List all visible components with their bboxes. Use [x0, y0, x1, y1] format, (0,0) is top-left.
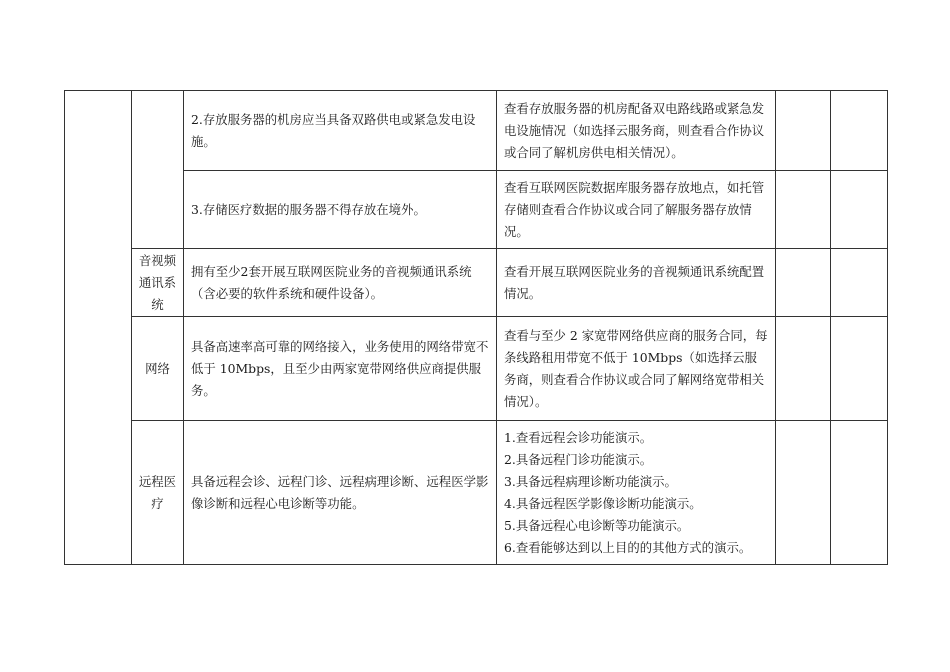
- method-text: 查看开展互联网医院业务的音视频通讯系统配置情况。: [504, 263, 765, 301]
- requirement-cell: [184, 421, 497, 565]
- remark-cell: [831, 249, 888, 317]
- category-cell: 远程医疗: [132, 421, 184, 565]
- method-cell: [497, 91, 776, 171]
- category-cell: 网络: [132, 317, 184, 421]
- method-list-item: 4.具备远程医学影像诊断功能演示。: [504, 495, 702, 511]
- table-row: [65, 421, 888, 565]
- table-row: [65, 317, 888, 421]
- requirement-text: 具备远程会诊、远程门诊、远程病理诊断、远程医学影像诊断和远程心电诊断等功能。: [191, 473, 489, 511]
- requirement-cell: [184, 91, 497, 171]
- remark-cell: [831, 421, 888, 565]
- requirement-cell: [184, 249, 497, 317]
- category-cell: 音视频通讯系统: [132, 249, 184, 317]
- method-cell: [497, 421, 776, 565]
- evaluation-table: [64, 90, 888, 565]
- category-cell: [132, 91, 184, 249]
- method-cell: [497, 317, 776, 421]
- requirement-cell: [184, 171, 497, 249]
- requirement-text: 2.存放服务器的机房应当具备双路供电或紧急发电设施。: [191, 111, 476, 149]
- method-text: 查看与至少 2 家宽带网络供应商的服务合同，每条线路租用带宽不低于 10Mbps（如选择云服务商，则查看合作协议或合同了解网络宽带相关情况）。: [504, 327, 768, 409]
- result-cell: [776, 317, 831, 421]
- outer-category-cell: [65, 91, 132, 565]
- remark-cell: [831, 171, 888, 249]
- table-row: [65, 171, 888, 249]
- requirement-text: 具备高速率高可靠的网络接入，业务使用的网络带宽不低于 10Mbps，且至少由两家宽带网络供应商提供服务。: [191, 338, 489, 398]
- method-list-item: 3.具备远程病理诊断功能演示。: [504, 473, 677, 489]
- method-list: [504, 427, 768, 559]
- result-cell: [776, 91, 831, 171]
- method-list-item: 5.具备远程心电诊断等功能演示。: [504, 517, 690, 533]
- requirement-text: 3.存储医疗数据的服务器不得存放在境外。: [191, 201, 426, 217]
- remark-cell: [831, 91, 888, 171]
- result-cell: [776, 249, 831, 317]
- table-row: [65, 249, 888, 317]
- method-list-item: 6.查看能够达到以上目的的其他方式的演示。: [504, 539, 752, 555]
- result-cell: [776, 421, 831, 565]
- result-cell: [776, 171, 831, 249]
- table-row: [65, 91, 888, 171]
- requirement-text: 拥有至少2套开展互联网医院业务的音视频通讯系统（含必要的软件系统和硬件设备）。: [191, 263, 472, 301]
- method-list-item: 1.查看远程会诊功能演示。: [504, 429, 653, 445]
- method-cell: [497, 171, 776, 249]
- method-text: 查看互联网医院数据库服务器存放地点，如托管存储则查看合作协议或合同了解服务器存放情况。: [504, 179, 765, 239]
- method-text: 查看存放服务器的机房配备双电路线路或紧急发电设施情况（如选择云服务商，则查看合作协议或合同了解机房供电相关情况）。: [504, 100, 765, 160]
- requirement-cell: [184, 317, 497, 421]
- method-list-item: 2.具备远程门诊功能演示。: [504, 451, 653, 467]
- remark-cell: [831, 317, 888, 421]
- method-cell: [497, 249, 776, 317]
